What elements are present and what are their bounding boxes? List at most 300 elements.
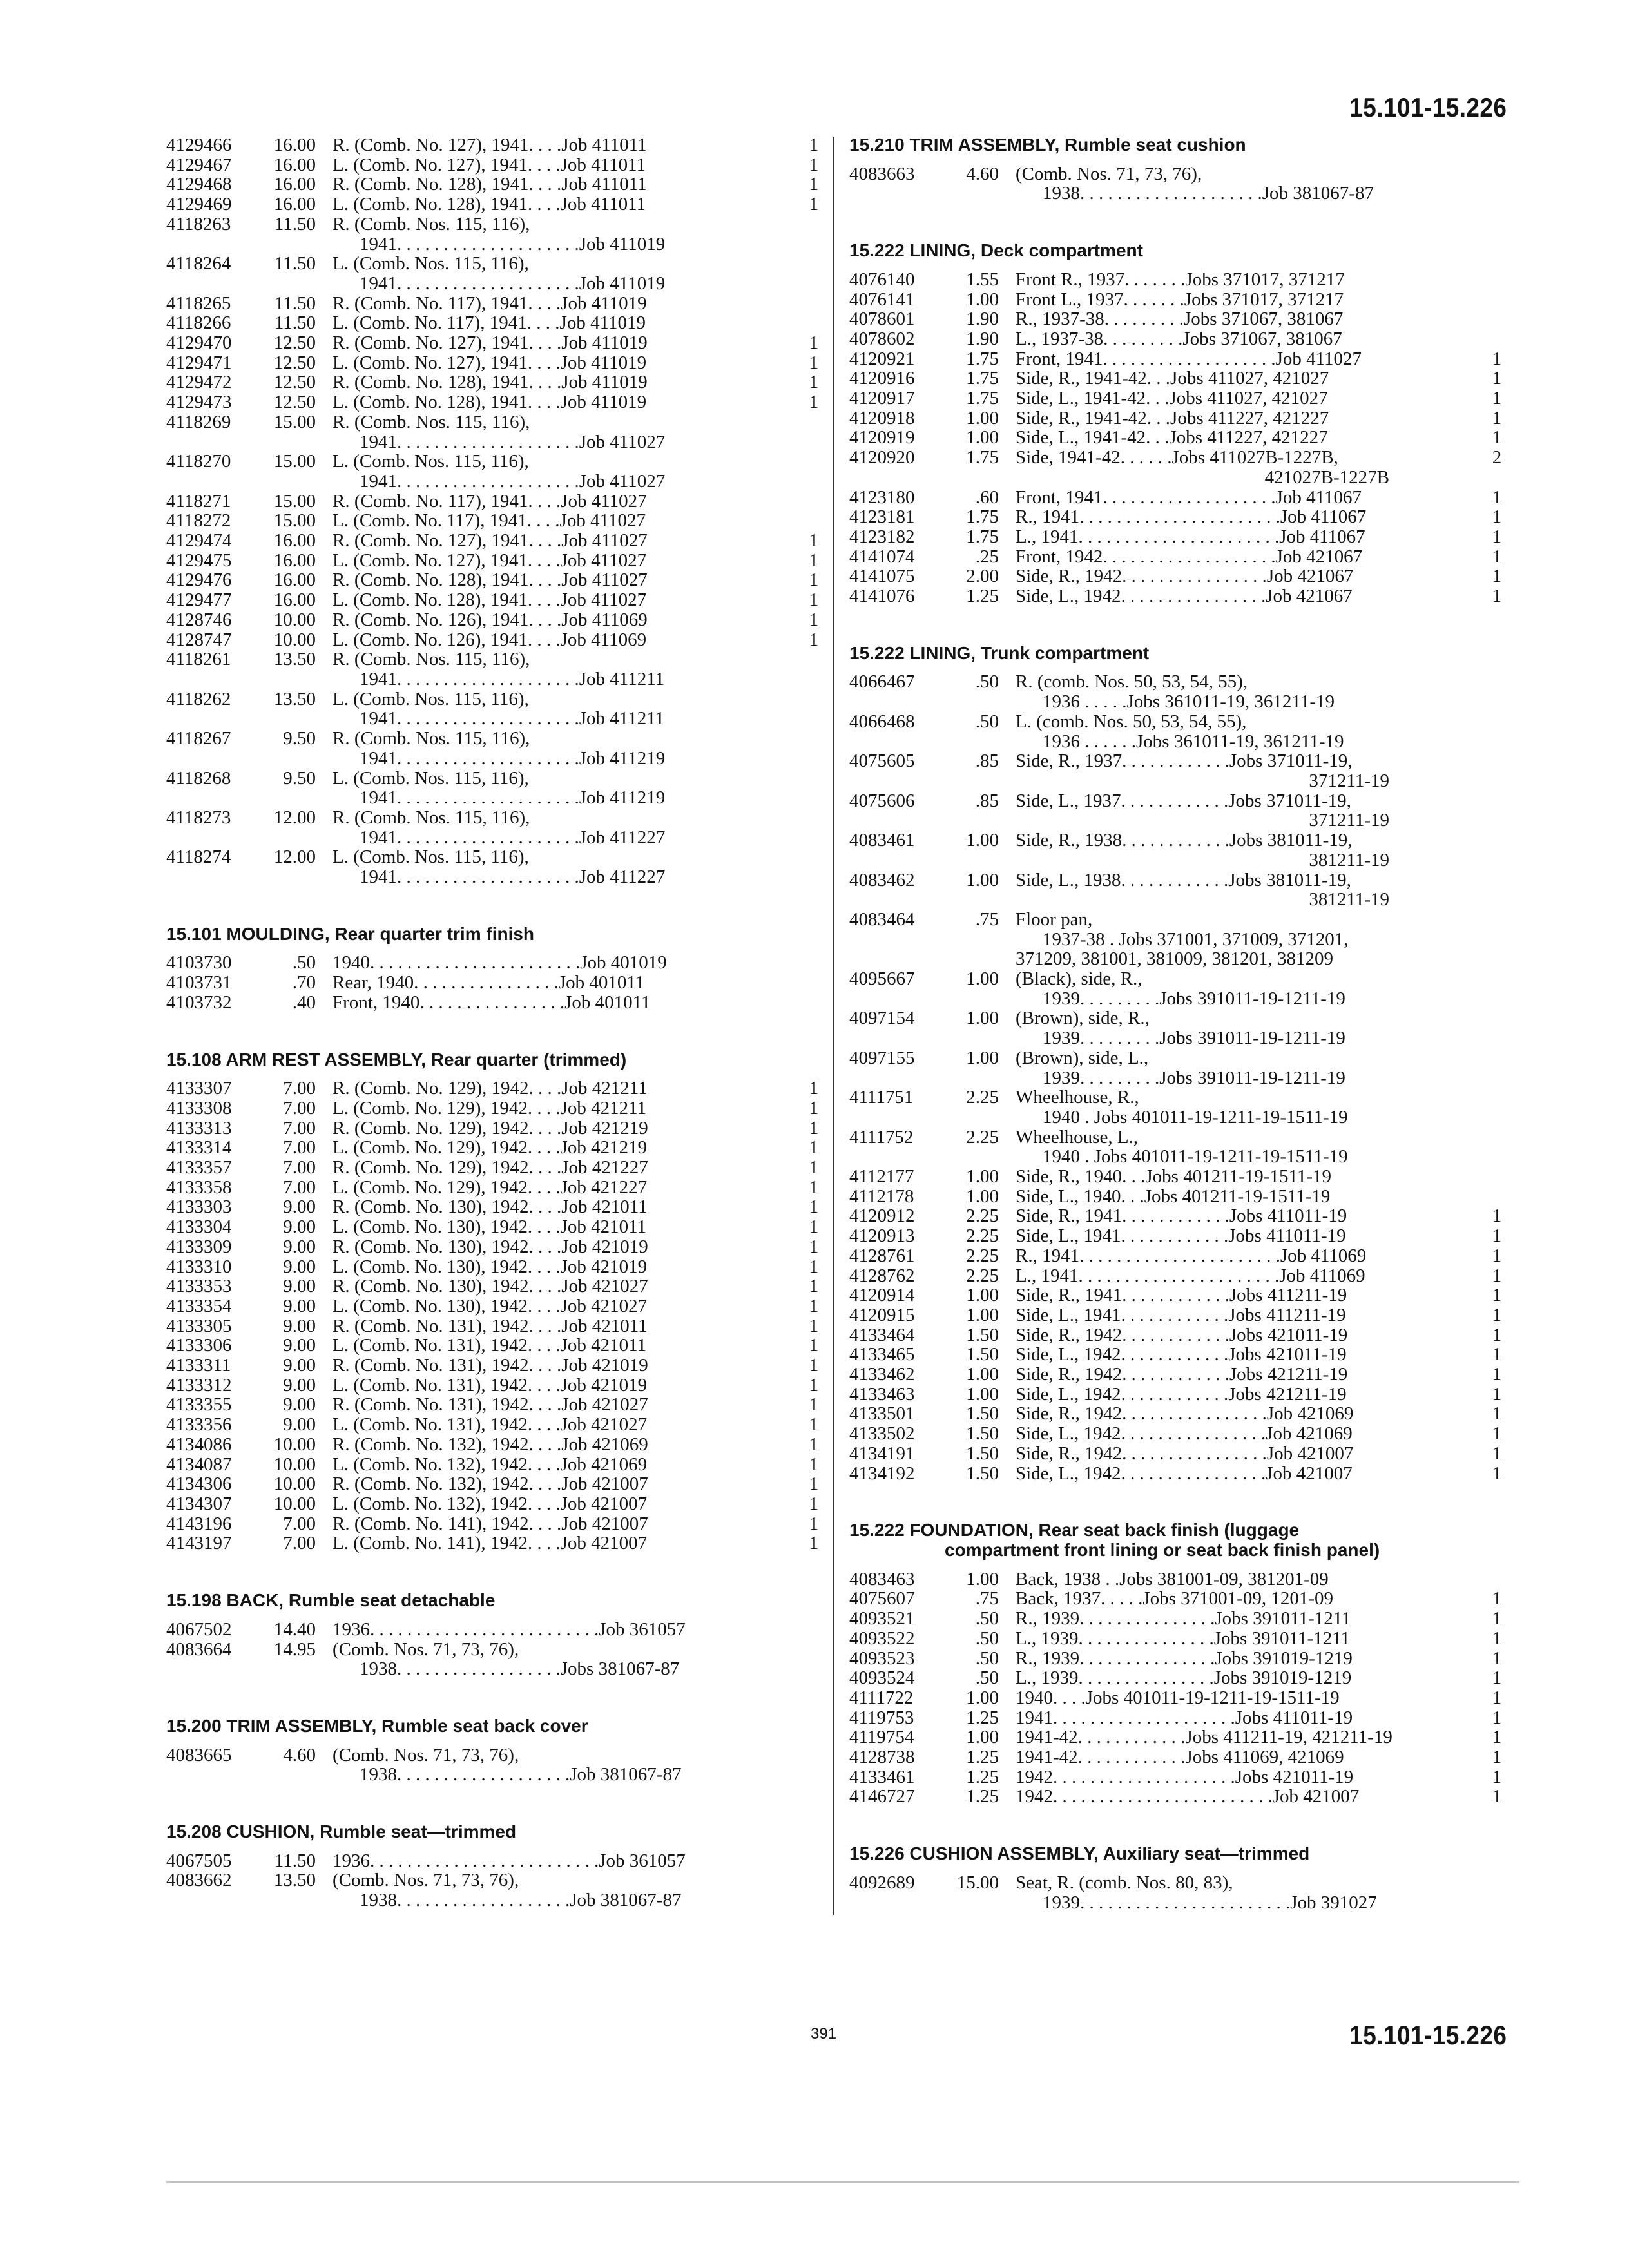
part-description [1016,1048,1507,1088]
part-price: 1.00 [966,830,999,851]
part-number: 4143197 [166,1533,232,1554]
part-description [333,1395,713,1415]
part-description-line: L. (Comb. No. 130), 1942. . . .Job 421019 [333,1256,648,1277]
part-description [333,1138,713,1158]
part-quantity: 1 [1492,1588,1502,1610]
part-quantity: 1 [1492,546,1502,567]
part-price: 4.60 [283,1744,316,1765]
part-description-line: Side, R., 1942. . . . . . . . . . . . . . . .Job 421067 [1016,566,1354,587]
part-description-line: Side, R., 1941-42. . .Jobs 411227, 421227 [1016,407,1329,428]
part-number: 4118271 [166,490,231,512]
part-row [166,1745,824,1785]
part-price: 1.25 [966,1707,999,1728]
part-description-line: Back, 1938 . .Jobs 381001-09, 381201-09 [1016,1568,1329,1590]
part-description-line: 1942. . . . . . . . . . . . . . . . . . . .Jobs 421011-19 [1016,1766,1354,1787]
part-description [1016,1767,1507,1787]
part-description [333,254,713,293]
part-number: 4133354 [166,1295,232,1316]
part-description [1016,1668,1507,1688]
part-quantity: 1 [1492,1364,1502,1385]
part-description-continuation: 381211-19 [1309,849,1389,870]
column-divider [833,137,834,1915]
part-description-continuation: 1940 . Jobs 401011-19-1211-19-1511-19 [1043,1146,1348,1168]
part-number: 4066468 [849,711,915,732]
part-price: 1.75 [966,447,999,468]
part-description-continuation: 1939. . . . . . . . .Jobs 391011-19-1211-19 [1043,1067,1345,1088]
part-description [1016,1088,1507,1127]
part-number: 4123181 [849,506,915,528]
part-row [166,155,824,175]
part-description-line: (Brown), side, L., [1016,1047,1149,1068]
part-price: 1.90 [966,328,999,349]
part-row [166,452,824,491]
part-description [1016,448,1507,487]
part-number: 4112178 [849,1186,914,1207]
part-row [166,1640,824,1679]
part-description-line: Wheelhouse, L., [1016,1126,1139,1148]
part-description-line: 1940. . . .Jobs 401011-19-1211-19-1511-19 [1016,1687,1340,1708]
part-quantity: 1 [809,1196,819,1218]
part-description [333,1237,713,1257]
part-row [166,353,824,373]
part-row [849,547,1507,567]
part-number: 4118267 [166,728,231,749]
part-description-line: L. (Comb. No. 131), 1942. . . .Job 421027 [333,1414,648,1436]
part-description-line: Side, R., 1938. . . . . . . . . . . .Jobs 381011-19, [1016,830,1353,851]
part-price: 9.00 [283,1335,316,1356]
part-price: 9.00 [283,1295,316,1316]
part-row [849,1708,1507,1728]
catalog-section [166,1050,824,1554]
part-description-line: L. (Comb. Nos. 115, 116), [333,847,529,868]
part-row [849,369,1507,389]
part-description-continuation: 1941. . . . . . . . . . . . . . . . . . . .Job 411019 [360,233,666,255]
part-price: 9.00 [283,1394,316,1416]
part-row [849,1404,1507,1424]
part-price: 1.25 [966,1786,999,1807]
part-number: 4133306 [166,1335,232,1356]
part-price: 1.50 [966,1344,999,1365]
part-number: 4103732 [166,992,232,1013]
part-quantity: 1 [1492,486,1502,508]
part-description-line: R., 1941. . . . . . . . . . . . . . . . . . . . . .Job 411067 [1016,506,1367,528]
part-description-line: R. (Comb. No. 130), 1942. . . .Job 421011 [333,1196,648,1218]
part-number: 4134192 [849,1463,915,1484]
part-row [166,1870,824,1910]
part-description [1016,1285,1507,1305]
part-description-line: L. (Comb. No. 132), 1942. . . .Job 421007 [333,1494,648,1514]
part-quantity: 1 [1492,506,1502,528]
part-number: 4143196 [166,1513,232,1534]
part-row [166,953,824,973]
part-number: 4092689 [849,1872,915,1893]
part-price: 1.00 [966,1008,999,1029]
part-number: 4133465 [849,1344,915,1365]
part-description-line: L., 1941. . . . . . . . . . . . . . . . . . . . . .Job 411067 [1016,526,1365,547]
part-price: 1.75 [966,368,999,389]
part-description [333,1257,713,1277]
part-description-line: L. (Comb. Nos. 115, 116), [333,767,529,789]
part-description [333,1079,713,1099]
part-description-continuation: 1939. . . . . . . . .Jobs 391011-19-1211-19 [1043,988,1345,1009]
part-price: 10.00 [273,1474,316,1495]
part-price: 1.50 [966,1324,999,1345]
part-row [166,649,824,689]
part-number: 4075606 [849,790,915,811]
part-description [333,531,713,551]
part-number: 4129473 [166,392,232,413]
section-heading [166,1822,824,1842]
part-description [1016,290,1507,310]
part-price: 2.25 [966,1126,999,1148]
part-price: .50 [975,711,999,732]
part-price: 11.50 [274,312,316,334]
part-description [333,1640,713,1679]
part-price: 14.95 [273,1639,316,1660]
part-description [333,1158,713,1178]
part-row [166,135,824,155]
part-number: 4129475 [166,550,232,571]
part-row [166,1079,824,1099]
part-quantity: 1 [1492,566,1502,587]
part-description-line: Front, 1941. . . . . . . . . . . . . . . . . . .Job 411067 [1016,486,1362,508]
part-number: 4134306 [166,1474,232,1495]
part-price: 1.00 [966,1166,999,1187]
part-description [1016,1226,1507,1246]
part-price: 10.00 [273,1434,316,1455]
part-number: 4123180 [849,486,915,508]
part-number: 4133353 [166,1276,232,1297]
part-row [166,215,824,254]
part-number: 4078601 [849,309,915,330]
part-description-line: Side, R., 1942. . . . . . . . . . . . . . . .Job 421007 [1016,1443,1354,1464]
part-row [166,1257,824,1277]
part-price: .50 [975,1608,999,1629]
part-price: 1.25 [966,1766,999,1787]
part-number: 4097155 [849,1047,915,1068]
part-description [333,1514,713,1534]
part-quantity: 1 [809,1474,819,1495]
catalog-section [849,241,1507,606]
part-row [849,1365,1507,1385]
part-price: 12.50 [273,332,316,354]
part-description-continuation: 1939. . . . . . . . .Jobs 391011-19-1211-19 [1043,1028,1345,1049]
part-quantity: 1 [809,1454,819,1475]
part-quantity: 1 [809,1236,819,1257]
part-quantity: 1 [1492,1707,1502,1728]
part-description [1016,1570,1507,1590]
part-description-line: Side, L., 1941. . . . . . . . . . . .Jobs 411211-19 [1016,1304,1346,1325]
part-number: 4129476 [166,570,232,591]
part-quantity: 1 [1492,1648,1502,1669]
part-quantity: 1 [809,332,819,354]
part-row [166,1276,824,1296]
part-price: 1.50 [966,1403,999,1425]
part-price: 10.00 [273,629,316,650]
part-row [166,1494,824,1514]
part-price: 11.50 [274,213,316,235]
part-description-continuation: 1938. . . . . . . . . . . . . . . . . .Jobs 381067-87 [360,1658,680,1680]
part-row [849,488,1507,508]
part-description [333,1336,713,1356]
part-price: 16.00 [273,570,316,591]
part-price: .70 [292,972,316,994]
part-row [849,831,1507,870]
part-price: 15.00 [273,490,316,512]
part-quantity: 2 [1492,447,1502,468]
part-description-line: (Brown), side, R., [1016,1008,1150,1029]
section-heading-text: 15.108 ARM REST ASSEMBLY, Rear quarter (trimmed) [166,1049,627,1070]
part-quantity: 1 [809,1157,819,1178]
part-description [333,973,713,993]
part-description-line: R. (Comb. No. 129), 1942. . . .Job 421219 [333,1117,648,1139]
part-description-line: R. (Comb. No. 132), 1942. . . .Job 421007 [333,1474,648,1495]
part-row [166,1356,824,1376]
part-row [166,769,824,808]
part-quantity: 1 [809,1117,819,1139]
part-row [849,1246,1507,1266]
part-row [849,1873,1507,1912]
part-description [1016,1727,1507,1747]
part-number: 4133303 [166,1196,232,1218]
part-description-line: (Comb. Nos. 71, 73, 76), [333,1744,519,1765]
part-price: 16.00 [273,135,316,155]
part-description-line: Side, L., 1942. . . . . . . . . . . . . . . .Job 421007 [1016,1463,1353,1484]
part-price: 15.00 [273,451,316,472]
part-price: .50 [975,1628,999,1649]
part-description [1016,910,1507,969]
part-row [849,428,1507,448]
catalog-section [166,925,824,1013]
part-description [1016,1305,1507,1325]
part-quantity: 1 [1492,1628,1502,1649]
part-number: 4128747 [166,629,232,650]
part-description [1016,712,1507,751]
part-row [166,175,824,195]
part-row [849,1088,1507,1127]
part-quantity: 1 [1492,1285,1502,1306]
part-number: 4093522 [849,1628,915,1649]
part-price: 11.50 [274,253,316,274]
part-price: 1.75 [966,506,999,528]
part-price: .50 [975,671,999,693]
part-description-line: Front R., 1937. . . . . . .Jobs 371017, 371217 [1016,269,1345,290]
part-number: 4118263 [166,213,231,235]
part-row [849,164,1507,204]
part-description-line: L. (Comb. No. 128), 1941. . . .Job 411011 [333,194,646,215]
part-description-line: R. (Comb. No. 117), 1941. . . .Job 411019 [333,293,647,314]
part-description [333,452,713,491]
part-row [849,1589,1507,1609]
part-description-line: R. (Comb. No. 132), 1942. . . .Job 421069 [333,1434,648,1455]
part-price: 9.00 [283,1315,316,1336]
part-description-line: Side, L., 1937. . . . . . . . . . . .Jobs 371011-19, [1016,790,1351,811]
part-description [1016,1589,1507,1609]
part-price: 13.50 [273,688,316,709]
part-quantity: 1 [1492,1747,1502,1768]
part-description [333,135,713,155]
part-description [1016,751,1507,791]
scan-edge-line [166,2181,1519,2183]
part-description-line: Side, R., 1942. . . . . . . . . . . .Jobs 421211-19 [1016,1364,1348,1385]
part-quantity: 1 [809,1097,819,1119]
part-quantity: 1 [809,629,819,650]
part-description [333,294,713,314]
part-description-line: L. (Comb. No. 131), 1942. . . .Job 421011 [333,1335,647,1356]
part-description-continuation: 1938. . . . . . . . . . . . . . . . . . .Job 381067-87 [360,1764,682,1785]
part-price: 9.00 [283,1216,316,1238]
part-row [166,630,824,650]
part-description [1016,408,1507,428]
part-description-line: Side, L., 1938. . . . . . . . . . . .Jobs 381011-19, [1016,869,1351,890]
part-price: 15.00 [273,411,316,432]
part-price: 16.00 [273,154,316,175]
part-description [1016,1649,1507,1669]
part-row [166,1415,824,1435]
part-quantity: 1 [1492,427,1502,448]
part-quantity: 1 [1492,1206,1502,1227]
part-description [333,215,713,254]
part-row [849,1305,1507,1325]
part-price: 9.50 [283,767,316,789]
part-description-line: L. (Comb. No. 129), 1942. . . .Job 421211 [333,1097,647,1119]
part-price: .85 [975,751,999,772]
section-heading-text: 15.210 TRIM ASSEMBLY, Rumble seat cushion [849,135,1246,155]
part-number: 4093521 [849,1608,915,1629]
part-row [849,910,1507,969]
part-description-line: L. (Comb. No. 128), 1941. . . .Job 411027 [333,590,647,611]
part-description-line: Side, L., 1941-42. . .Jobs 411227, 421227 [1016,427,1328,448]
part-number: 4128762 [849,1265,915,1286]
part-description [1016,428,1507,448]
part-row [166,1620,824,1640]
part-number: 4111722 [849,1687,914,1708]
part-description [333,649,713,689]
part-description-line: Side, L., 1941. . . . . . . . . . . .Jobs 411011-19 [1016,1225,1346,1247]
part-row [849,1008,1507,1048]
part-quantity: 1 [809,1494,819,1514]
part-row [166,372,824,392]
part-quantity: 1 [1492,1304,1502,1325]
part-price: 12.00 [273,847,316,868]
part-quantity: 1 [809,1295,819,1316]
part-description [333,412,713,452]
part-price: 7.00 [283,1513,316,1534]
part-description-line: Side, L., 1942. . . . . . . . . . . .Jobs 421211-19 [1016,1383,1347,1405]
part-description-line: Side, L., 1941-42. . .Jobs 411027, 421027 [1016,388,1328,409]
part-quantity: 1 [809,135,819,155]
part-price: .50 [975,1667,999,1689]
part-number: 4118261 [166,649,231,670]
part-row [849,1688,1507,1708]
part-description-line: R. (Comb. No. 130), 1942. . . .Job 421027 [333,1276,648,1297]
part-description-line: L., 1939. . . . . . . . . . . . . . .Jobs 391011-1211 [1016,1628,1351,1649]
part-description-line: R. (Comb. No. 127), 1941. . . .Job 411019 [333,332,648,354]
part-description-continuation: 1939. . . . . . . . . . . . . . . . . . . . . . .Job 391027 [1043,1892,1377,1913]
part-description [333,353,713,373]
part-description-line: L. (Comb. No. 117), 1941. . . .Job 411027 [333,510,646,532]
part-description [1016,164,1507,204]
part-row [849,1727,1507,1747]
part-number: 4133310 [166,1256,232,1277]
part-description-line: L., 1941. . . . . . . . . . . . . . . . . . . . . .Job 411069 [1016,1265,1365,1286]
part-row [166,808,824,847]
part-price: 14.40 [273,1619,316,1640]
part-description-line: R. (Comb. No. 129), 1942. . . .Job 421211 [333,1078,648,1099]
page-number: 391 [811,2025,837,2042]
part-description [333,155,713,175]
part-description [333,689,713,729]
part-description [333,1178,713,1198]
part-number: 4083663 [849,163,915,184]
part-price: 9.00 [283,1374,316,1396]
part-row [849,1206,1507,1226]
part-description-line: R. (Comb. No. 126), 1941. . . .Job 411069 [333,609,648,630]
part-row [849,1167,1507,1187]
part-description [1016,547,1507,567]
part-number: 4129474 [166,530,232,552]
part-price: 11.50 [274,293,316,314]
part-description-line: R. (Comb. Nos. 115, 116), [333,649,530,670]
part-number: 4134086 [166,1434,232,1455]
part-quantity: 1 [1492,1667,1502,1689]
part-price: 7.00 [283,1157,316,1178]
part-description [1016,1206,1507,1226]
part-price: .60 [975,486,999,508]
part-number: 4141075 [849,566,915,587]
part-row [849,1464,1507,1484]
part-number: 4141074 [849,546,915,567]
part-description-line: Front, 1942. . . . . . . . . . . . . . . . . . .Job 421067 [1016,546,1363,567]
part-quantity: 1 [1492,1608,1502,1629]
part-price: 12.50 [273,372,316,393]
part-row [166,254,824,293]
part-price: 7.00 [283,1117,316,1139]
section-heading-text: 15.222 FOUNDATION, Rear seat back finish (luggage [849,1520,1300,1541]
part-description-line: Side, L., 1942. . . . . . . . . . . . . . . .Job 421067 [1016,586,1353,607]
part-description-continuation: 1941. . . . . . . . . . . . . . . . . . . .Job 411027 [360,431,666,452]
part-price: 9.00 [283,1256,316,1277]
part-quantity: 1 [1492,1687,1502,1708]
part-quantity: 1 [809,1276,819,1297]
part-row [849,1629,1507,1649]
part-description [1016,1345,1507,1365]
part-description-line: R. (Comb. No. 131), 1942. . . .Job 421011 [333,1315,648,1336]
part-row [166,729,824,768]
part-description-continuation: 1938. . . . . . . . . . . . . . . . . . . .Job 381067-87 [1043,183,1374,204]
part-description-continuation: 1938. . . . . . . . . . . . . . . . . . .Job 381067-87 [360,1890,682,1911]
part-description-line: R. (Comb. Nos. 115, 116), [333,728,530,749]
part-number: 4133307 [166,1078,232,1099]
part-description [1016,369,1507,389]
section-heading [166,1591,824,1611]
part-row [849,1668,1507,1688]
part-number: 4076141 [849,289,915,310]
part-quantity: 1 [809,1533,819,1554]
part-row [166,1514,824,1534]
part-price: .25 [975,546,999,567]
part-quantity: 1 [809,1394,819,1416]
section-heading-text: 15.101 MOULDING, Rear quarter trim finish [166,923,535,944]
part-description-continuation: 371211-19 [1309,810,1389,831]
part-quantity: 1 [809,1355,819,1376]
part-number: 4133357 [166,1157,232,1178]
part-row [166,1336,824,1356]
part-number: 4133464 [849,1324,915,1345]
part-description-line: L. (Comb. No. 130), 1942. . . .Job 421027 [333,1295,648,1316]
part-quantity: 1 [809,1078,819,1099]
part-description-line: L. (Comb. Nos. 115, 116), [333,451,529,472]
